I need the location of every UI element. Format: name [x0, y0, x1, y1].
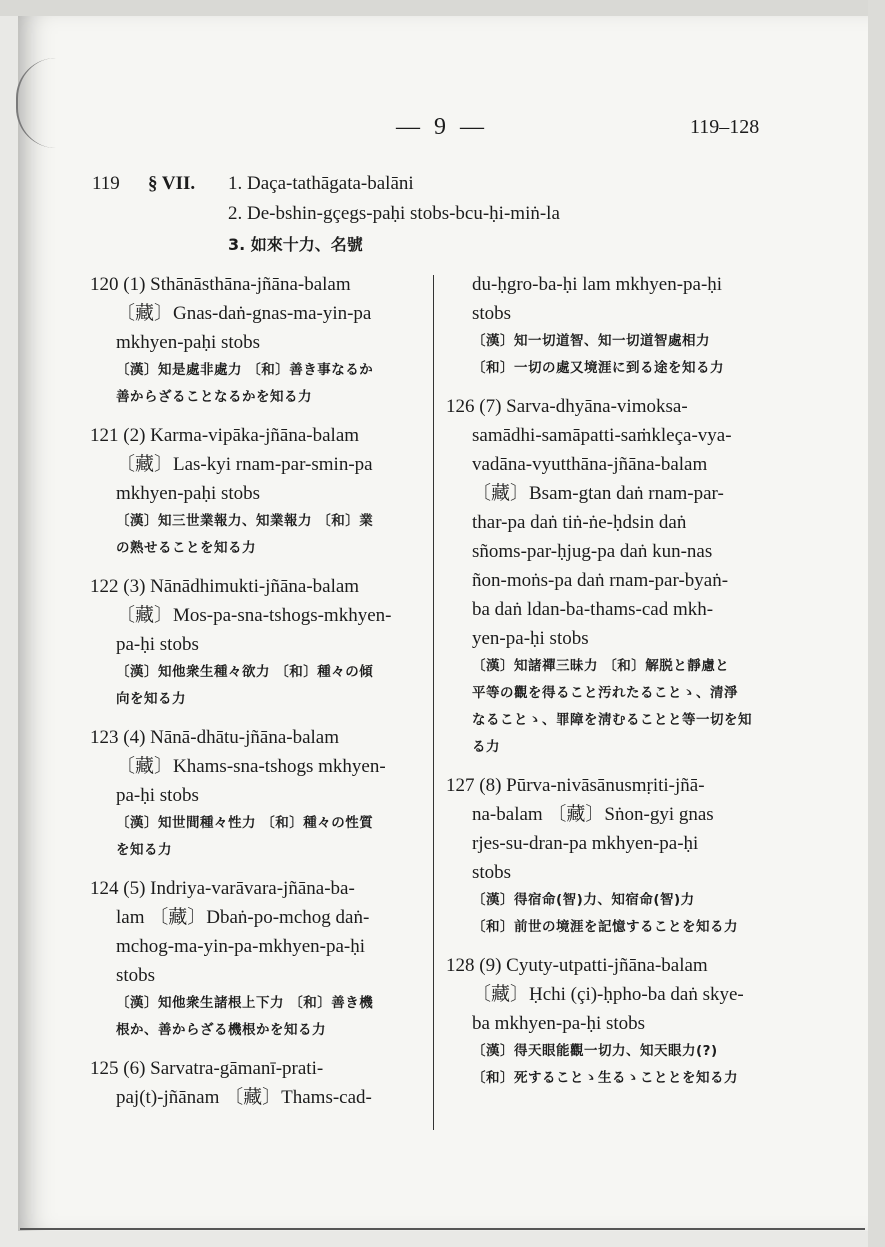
- entry-text-line: paj(t)-jñānam 〔藏〕Thams-cad-: [116, 1087, 372, 1108]
- dictionary-entry: [446, 951, 780, 1092]
- entry-text-line: 121 (2) Karma-vipāka-jñāna-balam: [90, 425, 360, 446]
- entry-text-line: ba daṅ ldan-ba-thams-cad mkh-: [472, 599, 714, 620]
- section-entry-number: 119: [92, 173, 120, 194]
- entry-text-line: 125 (6) Sarvatra-gāmanī-prati-: [90, 1058, 324, 1079]
- entry-gloss-line: 〔和〕前世の境涯を記憶することを知る力: [472, 919, 738, 935]
- bottom-rule: [20, 1228, 865, 1230]
- entry-text-line: du-ḥgro-ba-ḥi lam mkhyen-pa-ḥi: [472, 274, 723, 295]
- entry-gloss-line: 〔漢〕得天眼能觀一切力、知天眼力(?): [472, 1043, 718, 1059]
- dictionary-entry: [446, 270, 780, 382]
- entry-text-line: 123 (4) Nānā-dhātu-jñāna-balam: [90, 727, 340, 748]
- section-title-sanskrit: 1. Daça-tathāgata-balāni: [228, 173, 414, 194]
- entry-text-line: 124 (5) Indriya-varāvara-jñāna-ba-: [90, 878, 355, 899]
- left-column: [90, 270, 420, 1122]
- entry-gloss-line: る力: [472, 739, 500, 755]
- dictionary-entry: [90, 572, 420, 713]
- entry-gloss-line: 〔漢〕知諸禪三昧力 〔和〕解脱と靜慮と: [472, 658, 730, 674]
- entry-text-line: sñoms-par-ḥjug-pa daṅ kun-nas: [472, 541, 713, 562]
- entry-gloss-line: なることゝ、罪障を淸むることと等一切を知: [472, 712, 752, 728]
- dictionary-entry: [90, 874, 420, 1044]
- entry-text-line: samādhi-samāpatti-saṁkleça-vya-: [472, 425, 732, 446]
- entry-gloss-line: 〔漢〕知他衆生種々欲力 〔和〕種々の傾: [116, 664, 374, 680]
- entry-text-line: thar-pa daṅ tiṅ-ṅe-ḥdsin daṅ: [472, 512, 687, 533]
- dictionary-entry: [90, 1054, 420, 1112]
- entry-gloss-line: 向を知る力: [116, 691, 186, 707]
- right-column: [446, 270, 780, 1102]
- entry-text-line: na-balam 〔藏〕Sṅon-gyi gnas: [472, 804, 714, 825]
- entry-gloss-line: 根か、善からざる機根かを知る力: [116, 1022, 326, 1038]
- column-divider: [433, 275, 434, 1130]
- entry-text-line: lam 〔藏〕Dbaṅ-po-mchog daṅ-: [116, 907, 370, 928]
- entry-gloss-line: の熟せることを知る力: [116, 540, 256, 556]
- dictionary-entry: [90, 421, 420, 562]
- section-title-tibetan: 2. De-bshin-gçegs-paḥi stobs-bcu-ḥi-miṅ-la: [228, 203, 560, 224]
- entry-gloss-line: 善からざることなるかを知る力: [116, 389, 312, 405]
- dictionary-entry: [446, 771, 780, 941]
- entry-text-line: stobs: [116, 965, 156, 986]
- entry-text-line: mkhyen-paḥi stobs: [116, 332, 261, 353]
- entry-text-line: pa-ḥi stobs: [116, 634, 199, 655]
- entry-text-line: mkhyen-paḥi stobs: [116, 483, 261, 504]
- entry-text-line: stobs: [472, 862, 512, 883]
- entry-gloss-line: 〔漢〕知三世業報力、知業報力 〔和〕業: [116, 513, 374, 529]
- entry-text-line: 126 (7) Sarva-dhyāna-vimoksa-: [446, 396, 688, 417]
- entry-text-line: 〔藏〕Mos-pa-sna-tshogs-mkhyen-: [116, 605, 392, 626]
- entry-gloss-line: 〔漢〕知一切道智、知一切道智處相力: [472, 333, 710, 349]
- entry-gloss-line: 平等の觀を得ること汚れたることゝ、清淨: [472, 685, 738, 701]
- entry-text-line: pa-ḥi stobs: [116, 785, 199, 806]
- entry-text-line: 〔藏〕Gnas-daṅ-gnas-ma-yin-pa: [116, 303, 372, 324]
- entry-gloss-line: 〔和〕一切の處又境涯に到る途を知る力: [472, 360, 724, 376]
- dictionary-entry: [90, 270, 420, 411]
- scan-edge-right: [868, 0, 885, 1247]
- entry-gloss-line: 〔漢〕知世間種々性力 〔和〕種々の性質: [116, 815, 374, 831]
- entry-text-line: vadāna-vyutthāna-jñāna-balam: [472, 454, 708, 475]
- entry-gloss-line: 〔漢〕知是處非處力 〔和〕善き事なるか: [116, 362, 374, 378]
- entry-text-line: 〔藏〕Las-kyi rnam-par-smin-pa: [116, 454, 373, 475]
- entry-gloss-line: 〔漢〕得宿命(智)力、知宿命(智)力: [472, 892, 695, 908]
- entry-text-line: yen-pa-ḥi stobs: [472, 628, 589, 649]
- page-number: — 9 —: [396, 114, 488, 140]
- entry-text-line: 〔藏〕Ḥchi (çi)-ḥpho-ba daṅ skye-: [472, 984, 744, 1005]
- entry-text-line: ba mkhyen-pa-ḥi stobs: [472, 1013, 646, 1034]
- entry-text-line: 〔藏〕Bsam-gtan daṅ rnam-par-: [472, 483, 724, 504]
- entry-text-line: 120 (1) Sthānāsthāna-jñāna-balam: [90, 274, 351, 295]
- dictionary-entry: [90, 723, 420, 864]
- section-title-chinese: 3. 如來十力、名號: [228, 235, 363, 254]
- entry-range: 119–128: [690, 116, 760, 138]
- entry-gloss-line: を知る力: [116, 842, 172, 858]
- entry-text-line: stobs: [472, 303, 512, 324]
- entry-text-line: 〔藏〕Khams-sna-tshogs mkhyen-: [116, 756, 386, 777]
- dictionary-entry: [446, 392, 780, 761]
- entry-text-line: rjes-su-dran-pa mkhyen-pa-ḥi: [472, 833, 699, 854]
- entry-gloss-line: 〔漢〕知他衆生諸根上下力 〔和〕善き機: [116, 995, 374, 1011]
- entry-text-line: 127 (8) Pūrva-nivāsānusmṛiti-jñā-: [446, 775, 705, 796]
- entry-text-line: 122 (3) Nānādhimukti-jñāna-balam: [90, 576, 360, 597]
- scan-edge-top: [0, 0, 885, 16]
- section-symbol: § VII.: [148, 173, 196, 194]
- entry-text-line: mchog-ma-yin-pa-mkhyen-pa-ḥi: [116, 936, 366, 957]
- entry-text-line: 128 (9) Cyuty-utpatti-jñāna-balam: [446, 955, 708, 976]
- entry-gloss-line: 〔和〕死することゝ生るゝこととを知る力: [472, 1070, 738, 1086]
- entry-text-line: ñon-moṅs-pa daṅ rnam-par-byaṅ-: [472, 570, 729, 591]
